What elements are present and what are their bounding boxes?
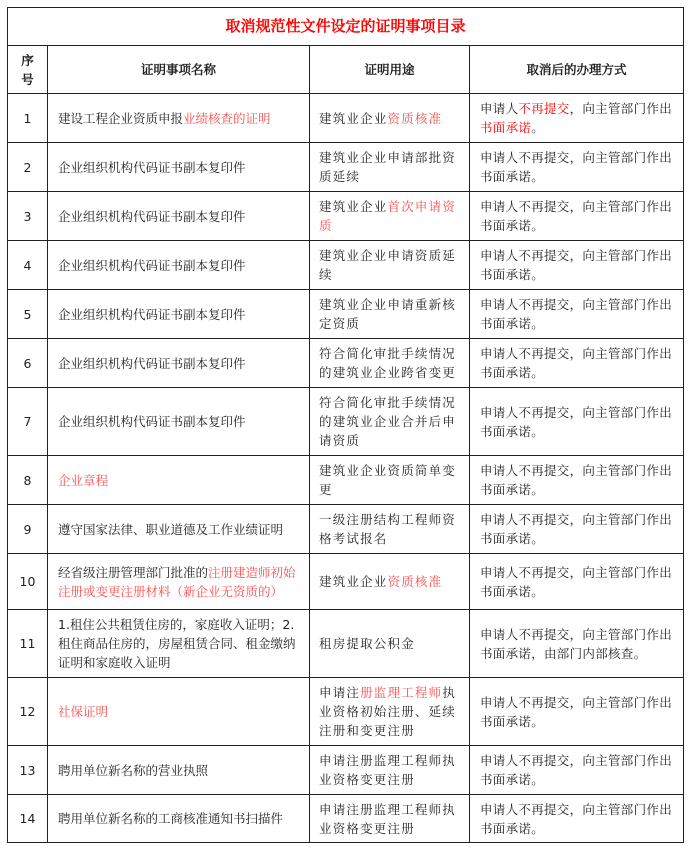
text-segment: 申请人不再提交，向主管部门作出书面承诺。 [480,753,673,787]
row-number: 13 [8,746,48,795]
handling-method-cell [470,746,684,795]
text-segment: 申请人不再提交，向主管部门作出书面承诺。 [480,801,673,836]
highlighted-text: 册监理工程师 [360,685,443,700]
text-segment: 符合简化审批手续情况的建筑业企业合并后申请资质 [319,395,457,448]
item-name-cell [48,290,310,339]
text-segment: 遵守国家法律、职业道德及工作业绩证明 [58,521,284,537]
header-no: 序号 [8,46,48,94]
text-segment: 申请注 [319,685,361,700]
highlighted-text: 企业章程 [58,472,109,488]
row-number: 12 [8,678,48,746]
text-segment: 建筑业企业申请部批资质延续 [319,150,457,184]
text-segment: 申请人不再提交，向主管部门作出书面承诺。 [480,248,673,282]
text-segment: 申请人不再提交，向主管部门作出书面承诺。 [480,297,673,331]
text-segment: 企业组织机构代码证书副本复印件 [58,306,246,322]
text-segment: 申请人不再提交，向主管部门作出书面承诺。 [480,564,673,599]
item-use-cell [310,192,470,241]
text-segment: 申请人不再提交，向主管部门作出书面承诺。 [480,150,673,184]
row-number: 4 [8,241,48,290]
item-use-cell [310,795,470,843]
table-row [8,339,684,388]
text-segment: 建设工程企业资质申报 [58,110,184,126]
item-use-cell [310,610,470,678]
text-segment: ，向主管部门作出 [569,101,673,116]
row-number: 5 [8,290,48,339]
item-use-cell [310,290,470,339]
text-segment: 1.租住公共租赁住房的，家庭收入证明；2.租住商品住房的，房屋租赁合同、租金缴纳证明和家庭收入证明 [58,617,296,670]
text-segment: 建筑业企业 [319,199,388,214]
table-row [8,678,684,746]
item-name-cell [48,388,310,456]
text-segment: 企业组织机构代码证书副本复印件 [58,414,246,429]
header-name: 证明事项名称 [48,46,310,94]
row-number: 9 [8,505,48,554]
item-use-cell [310,94,470,143]
text-segment: 建筑业企业 [319,110,388,126]
text-segment: 聘用单位新名称的营业执照 [58,762,209,778]
highlighted-text: 资质核准 [387,574,443,589]
handling-method-cell [470,610,684,678]
item-use-cell [310,678,470,746]
text-segment: 符合简化审批手续情况的建筑业企业跨省变更 [319,346,457,380]
text-segment: 建筑业企业资质简单变更 [319,463,457,497]
row-number: 7 [8,388,48,456]
text-segment: 申请注册监理工程师执业资格变更注册 [319,801,457,836]
item-name-cell [48,241,310,290]
text-segment: 执业资格初始注册、延续注册和变更注册 [319,685,457,738]
table-row [8,290,684,339]
handling-method-cell [470,388,684,456]
text-segment: 申请人不再提交，向主管部门作出书面承诺。 [480,463,673,497]
table-row [8,94,684,143]
title-row [8,8,684,46]
highlighted-text: 书面承诺 [480,120,532,135]
handling-method-cell [470,241,684,290]
table-row [8,143,684,192]
text-segment: 企业组织机构代码证书副本复印件 [58,208,246,224]
item-use-cell [310,554,470,610]
table-row [8,610,684,678]
row-number: 8 [8,456,48,505]
item-name-cell [48,554,310,610]
handling-method-cell [470,143,684,192]
row-number: 6 [8,339,48,388]
text-segment: 申请人 [480,101,519,116]
handling-method-cell [470,339,684,388]
text-segment: 企业组织机构代码证书副本复印件 [58,257,246,273]
header-use: 证明用途 [310,46,470,94]
item-use-cell [310,339,470,388]
item-name-cell [48,505,310,554]
row-number: 1 [8,94,48,143]
handling-method-cell [470,94,684,143]
highlighted-text: 注册建造师初始注册或变更注册材料（新企业无资质的） [58,564,296,599]
row-number: 2 [8,143,48,192]
table-row [8,241,684,290]
text-segment: 企业组织机构代码证书副本复印件 [58,159,246,175]
text-segment: 申请人不再提交，向主管部门作出书面承诺。 [480,404,673,439]
text-segment: 建筑业企业申请重新核定资质 [319,297,457,331]
item-name-cell [48,678,310,746]
item-name-cell [48,192,310,241]
text-segment: 申请人不再提交，向主管部门作出书面承诺。 [480,346,673,380]
text-segment: 企业组织机构代码证书副本复印件 [58,355,246,371]
item-use-cell [310,388,470,456]
text-segment: 申请注册监理工程师执业资格变更注册 [319,753,457,787]
row-number: 10 [8,554,48,610]
item-name-cell [48,795,310,843]
highlighted-text: 首次申请资质 [319,199,457,233]
table-row [8,192,684,241]
highlighted-text: 不再提交 [518,101,570,116]
text-segment: 经省级注册管理部门批准的 [58,564,209,580]
item-name-cell [48,610,310,678]
item-use-cell [310,746,470,795]
handling-method-cell [470,795,684,843]
text-segment: 建筑业企业申请资质延续 [319,248,457,282]
handling-method-cell [470,505,684,554]
text-segment: 建筑业企业 [319,574,388,589]
table-row [8,505,684,554]
text-segment: 一级注册结构工程师资格考试报名 [319,512,457,546]
table-row [8,456,684,505]
table-row [8,388,684,456]
handling-method-cell [470,290,684,339]
handling-method-cell [470,456,684,505]
item-use-cell [310,456,470,505]
text-segment: 聘用单位新名称的工商核准通知书扫描件 [58,811,284,826]
highlighted-text: 业绩核查的证明 [183,110,271,126]
table-row [8,795,684,843]
highlighted-text: 资质核准 [387,110,443,126]
row-number: 11 [8,610,48,678]
text-segment: 申请人不再提交，向主管部门作出书面承诺。 [480,694,673,729]
item-name-cell [48,339,310,388]
certification-items-table [7,7,684,843]
table-row [8,746,684,795]
item-name-cell [48,746,310,795]
table-title: 取消规范性文件设定的证明事项目录 [8,8,684,46]
text-segment: 。 [531,120,545,135]
handling-method-cell [470,192,684,241]
row-number: 3 [8,192,48,241]
table-row [8,554,684,610]
text-segment: 申请人不再提交，向主管部门作出书面承诺，由部门内部核查。 [480,626,673,661]
item-use-cell [310,241,470,290]
handling-method-cell [470,678,684,746]
header-method: 取消后的办理方式 [470,46,684,94]
item-use-cell [310,505,470,554]
item-use-cell [310,143,470,192]
row-number: 14 [8,795,48,843]
highlighted-text: 社保证明 [58,704,109,719]
text-segment: 申请人不再提交，向主管部门作出书面承诺。 [480,512,673,546]
header-row [8,46,684,94]
text-segment: 申请人不再提交，向主管部门作出书面承诺。 [480,199,673,233]
text-segment: 租房提取公积金 [319,636,415,651]
item-name-cell [48,456,310,505]
item-name-cell [48,143,310,192]
handling-method-cell [470,554,684,610]
item-name-cell [48,94,310,143]
